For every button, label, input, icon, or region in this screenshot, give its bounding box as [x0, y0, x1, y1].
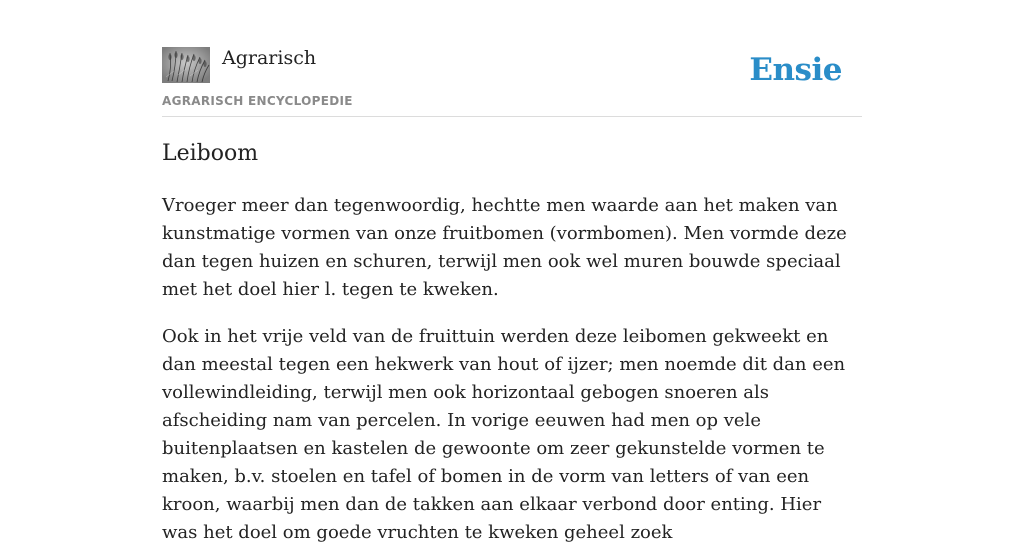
site-header: [162, 44, 862, 117]
source-name[interactable]: Agrarisch: [222, 47, 317, 69]
article-paragraph: Ook in het vrije veld van de fruittuin werden deze leibomen gekweekt en dan meestal tegen een hekwerk van hout of ijzer; men noemde dit dan een vollewindleiding, terwijl men ook horizontaal gebogen snoeren als afscheiding nam van percelen. In vorige eeuwen had men op vele buitenplaatsen en kastelen de gewoonte om zeer gekunstelde vormen te maken, b.v. stoelen en tafel of bomen in de vorm van letters of van een kroon, waarbij men dan de takken aan elkaar verbond door enting. Hier was het doel om goede vruchten te kweken geheel zoek: [162, 326, 846, 543]
source-avatar[interactable]: [162, 47, 210, 83]
article-title: Leiboom: [162, 141, 259, 166]
article-paragraph: Vroeger meer dan tegenwoordig, hechtte men waarde aan het maken van kunstmatige vormen van onze fruitbomen (vormbomen). Men vormde deze dan tegen huizen en schuren, terwijl men ook wel muren bouwde speciaal met het doel hier l. tegen te kweken.: [162, 195, 847, 300]
ensie-logo[interactable]: Ensie: [749, 52, 842, 88]
article: [162, 136, 862, 547]
source-subtitle[interactable]: AGRARISCH ENCYCLOPEDIE: [162, 94, 353, 108]
wheat-engraving-icon: [162, 47, 210, 83]
